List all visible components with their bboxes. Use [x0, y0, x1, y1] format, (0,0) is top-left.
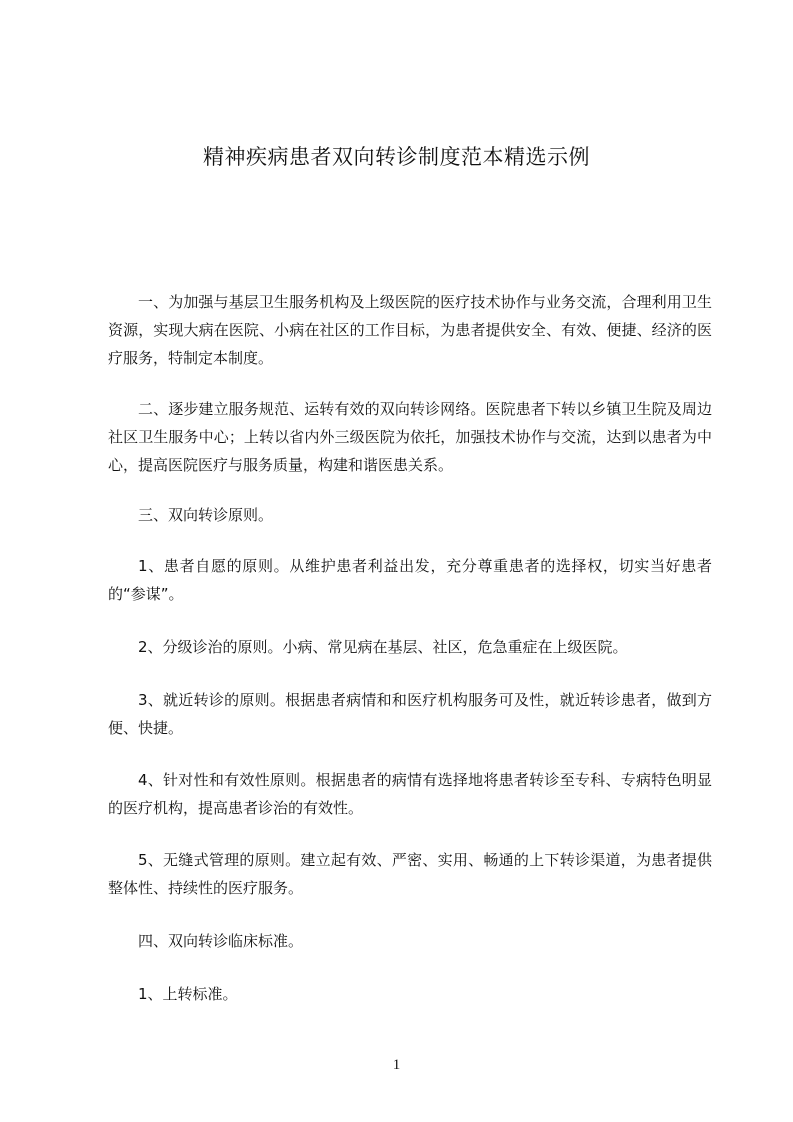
paragraph-principle-1: 1、患者自愿的原则。从维护患者利益出发，充分尊重患者的选择权，切实当好患者的“参谋”。	[108, 557, 712, 603]
paragraph-principle-5: 5、无缝式管理的原则。建立起有效、严密、实用、畅通的上下转诊渠道，为患者提供整体性、持续性的医疗服务。	[108, 851, 712, 897]
document-title: 精神疾病患者双向转诊制度范本精选示例	[203, 145, 590, 169]
paragraph-upward-standard: 1、上转标准。	[138, 985, 238, 1003]
paragraph-clinical-standards-heading: 四、双向转诊临床标准。	[138, 932, 304, 950]
paragraph-purpose: 一、为加强与基层卫生服务机构及上级医院的医疗技术协作与业务交流，合理利用卫生资源，实现大病在医院、小病在社区的工作目标，为患者提供安全、有效、便捷、经济的医疗服务，特制定本制度。	[108, 293, 712, 367]
paragraph-principle-2: 2、分级诊治的原则。小病、常见病在基层、社区，危急重症在上级医院。	[138, 638, 628, 656]
paragraph-principle-3: 3、就近转诊的原则。根据患者病情和和医疗机构服务可及性，就近转诊患者，做到方便、快捷。	[108, 691, 712, 737]
paragraph-principles-heading: 三、双向转诊原则。	[138, 506, 274, 524]
page-number: 1	[392, 1057, 401, 1073]
paragraph-principle-4: 4、针对性和有效性原则。根据患者的病情有选择地将患者转诊至专科、专病特色明显的医疗机构，提高患者诊治的有效性。	[108, 771, 712, 817]
paragraph-network: 二、逐步建立服务规范、运转有效的双向转诊网络。医院患者下转以乡镇卫生院及周边社区卫生服务中心；上转以省内外三级医院为依托，加强技术协作与交流，达到以患者为中心，提高医院医疗与服务质量，构建和谐医患关系。	[108, 400, 712, 474]
